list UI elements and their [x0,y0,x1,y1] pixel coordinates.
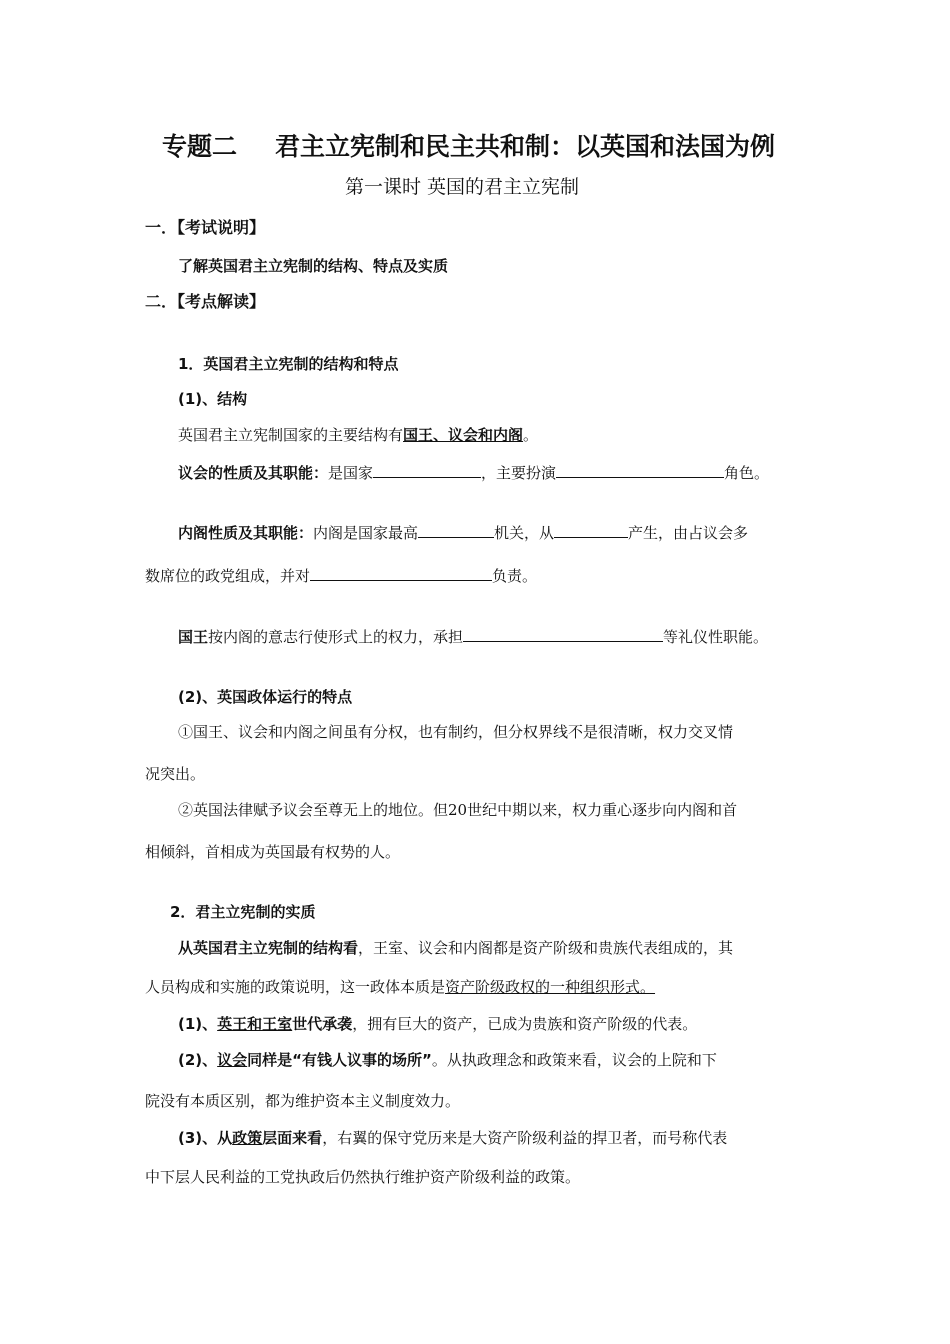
point1-sub2: (2)、英国政体运行的特点 [178,688,353,706]
parliament-blank-2 [556,462,724,478]
cabinet-blank-3 [310,565,492,581]
item2-line2: 院没有本质区别，都为维护资本主义制度效力。 [145,1092,461,1110]
king-line: 国王按内阁的意志行使形式上的权力，承担 等礼仪性职能。 [178,628,769,646]
cabinet-blank-1 [418,522,494,538]
cabinet-line-2: 数席位的政党组成，并对 负责。 [145,567,538,585]
section-exam-label: 一．【考试说明】 [145,218,266,237]
section-points-label: 二．【考点解读】 [145,292,266,311]
feature2-line1: ②英国法律赋予议会至尊无上的地位。但20世纪中期以来，权力重心逐步向内阁和首 [178,801,738,819]
feature1-line1: ①国王、议会和内阁之间虽有分权，也有制约，但分权界线不是很清晰，权力交叉情 [178,723,734,741]
cabinet-line-1: 内阁性质及其职能：内阁是国家最高 机关，从 产生，由占议会多 [178,524,749,542]
topic-title: 君主立宪制和民主共和制：以英国和法国为例 [275,132,776,161]
feature2-line2: 相倾斜，首相成为英国最有权势的人。 [145,843,401,861]
essence-line1: 从英国君主立宪制的结构看，王室、议会和内阁都是资产阶级和贵族代表组成的，其 [178,939,734,957]
point2-heading: 2．君主立宪制的实质 [170,903,316,921]
item2-line1: (2)、议会同样是“有钱人议事的场所”。从执政理念和政策来看，议会的上院和下 [178,1051,717,1069]
parliament-blank-1 [373,462,481,478]
page-subtitle: 第一课时 英国的君主立宪制 [345,176,580,198]
structure-underlined: 国王、议会和内阁 [403,426,524,444]
essence-line2: 人员构成和实施的政策说明，这一政体本质是资产阶级政权的一种组织形式。 [145,978,656,996]
item1-line: (1)、英王和王室世代承袭，拥有巨大的资产，已成为贵族和资产阶级的代表。 [178,1015,698,1033]
section-exam-content: 了解英国君主立宪制的结构、特点及实质 [178,257,449,275]
feature1-line2: 况突出。 [145,765,206,783]
point1-sub1: (1)、结构 [178,390,248,408]
topic-label: 专题二 [162,132,238,161]
structure-line: 英国君主立宪制国家的主要结构有国王、议会和内阁。 [178,426,539,444]
page-title [162,130,775,164]
point1-heading: 1．英国君主立宪制的结构和特点 [178,355,399,373]
king-blank [463,626,663,642]
item3-line1: (3)、从政策层面来看，右翼的保守党历来是大资产阶级利益的捍卫者，而号称代表 [178,1129,728,1147]
cabinet-blank-2 [554,522,628,538]
item3-line2: 中下层人民利益的工党执政后仍然执行维护资产阶级利益的政策。 [145,1168,581,1186]
parliament-line: 议会的性质及其职能：是国家 ，主要扮演 角色。 [178,464,770,482]
